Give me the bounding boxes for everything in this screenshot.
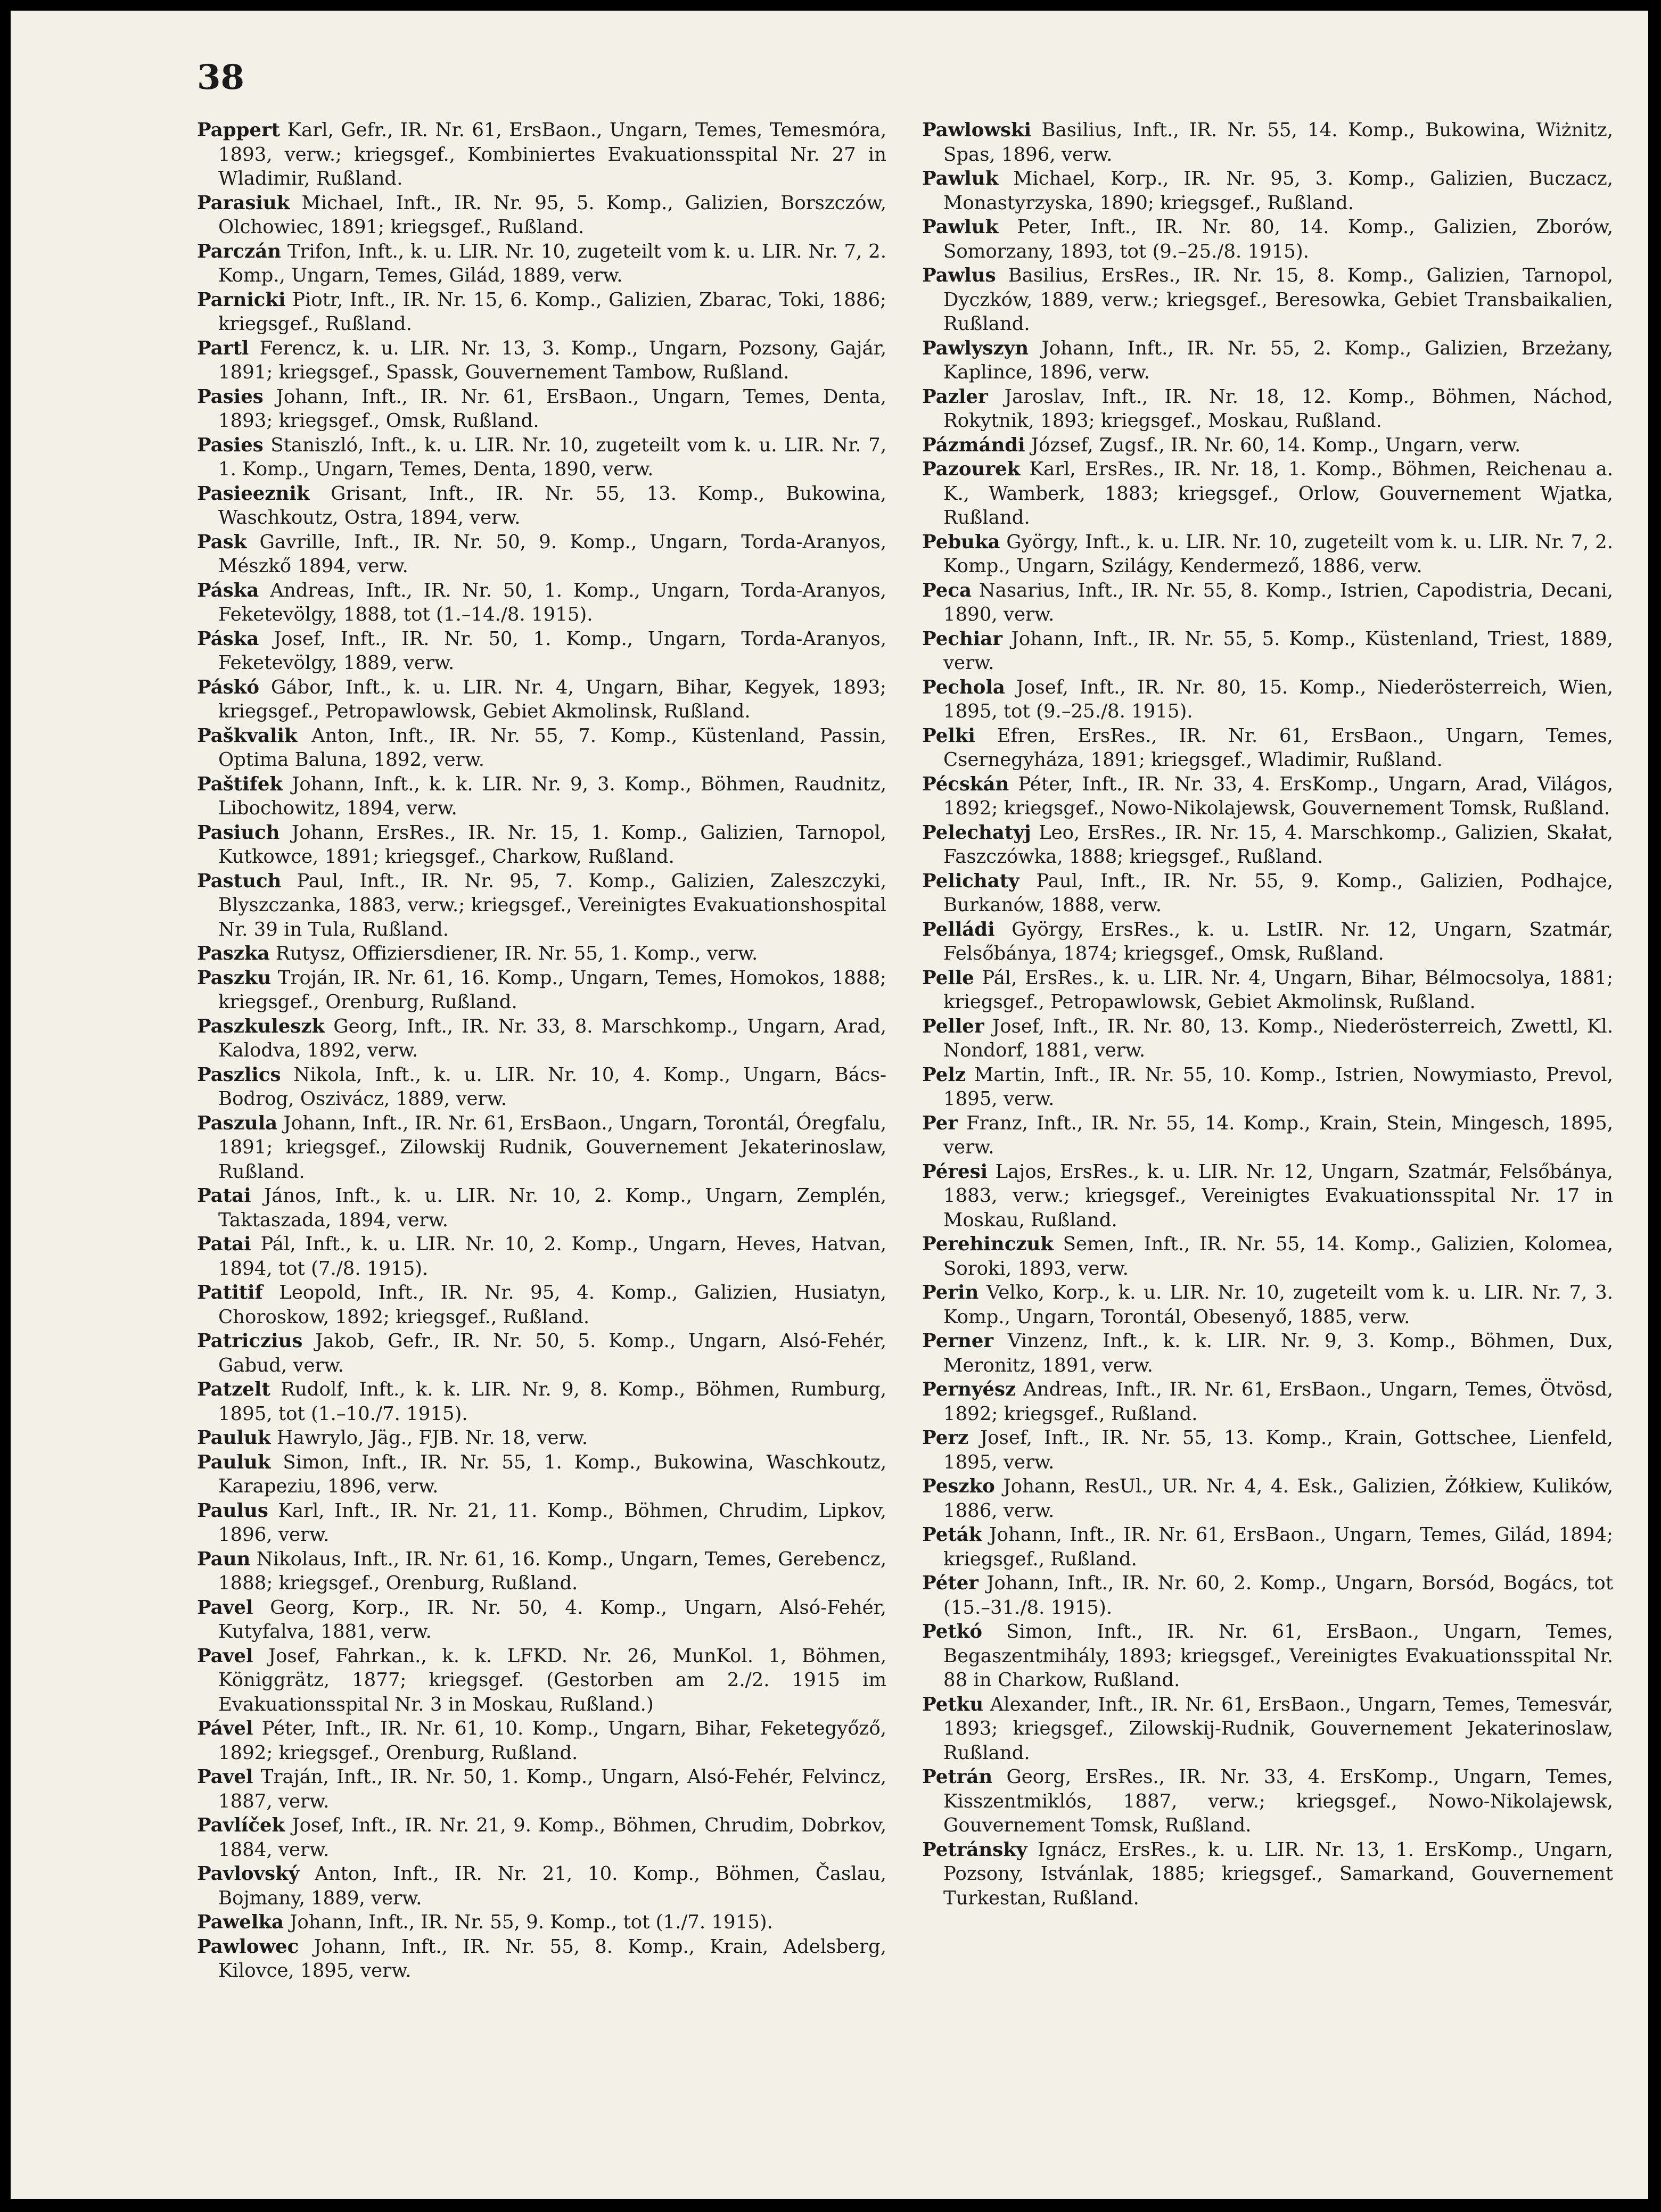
list-entry — [922, 457, 1613, 530]
entry-surname: Parczán — [197, 240, 282, 262]
entry-surname: Petku — [922, 1693, 984, 1715]
right-column — [922, 118, 1613, 1910]
entry-surname: Pelle — [922, 967, 974, 989]
list-entry — [922, 1693, 1613, 1765]
list-entry — [197, 1111, 886, 1184]
entry-details: Andreas, Inft., IR. Nr. 50, 1. Komp., Ungarn, Torda-Aranyos, Feketevölgy, 1888, tot (1.–14./8. 1915). — [218, 579, 886, 625]
entry-surname: Péresi — [922, 1160, 988, 1183]
entry-details: Johann, Inft., IR. Nr. 61, ErsBaon., Ungarn, Temes, Denta, 1893; kriegsgef., Omsk, Rußland. — [218, 385, 886, 432]
entry-surname: Peller — [922, 1015, 984, 1037]
entry-details: Karl, ErsRes., IR. Nr. 18, 1. Komp., Böhmen, Reichenau a. K., Wamberk, 1883; kriegsgef., Orlow, Gouvernement Wjatka, Rußland. — [943, 458, 1613, 529]
entry-surname: Paun — [197, 1548, 251, 1570]
list-entry — [922, 1377, 1613, 1426]
list-entry — [922, 724, 1613, 772]
list-entry — [197, 724, 886, 772]
list-entry — [922, 118, 1613, 167]
entry-details: Andreas, Inft., IR. Nr. 61, ErsBaon., Ungarn, Temes, Ötvösd, 1892; kriegsgef., Rußland. — [943, 1379, 1613, 1425]
list-entry — [922, 869, 1613, 918]
entry-details: Anton, Inft., IR. Nr. 21, 10. Komp., Böhmen, Časlau, Bojmany, 1889, verw. — [218, 1863, 886, 1909]
entry-surname: Pechiar — [922, 628, 1002, 650]
entry-details: Grisant, Inft., IR. Nr. 55, 13. Komp., Bukowina, Waschkoutz, Ostra, 1894, verw. — [218, 482, 886, 529]
entry-details: Efren, ErsRes., IR. Nr. 61, ErsBaon., Ungarn, Temes, Csernegyháza, 1891; kriegsgef., Wladimir, Rußland. — [943, 724, 1613, 771]
list-entry — [922, 336, 1613, 385]
list-entry — [197, 336, 886, 385]
entry-details: Troján, IR. Nr. 61, 16. Komp., Ungarn, Temes, Homokos, 1888; kriegsgef., Orenburg, Rußland. — [218, 967, 886, 1013]
list-entry — [197, 627, 886, 675]
entry-surname: Paulus — [197, 1499, 268, 1522]
entry-details: Péter, Inft., IR. Nr. 33, 4. ErsKomp., Ungarn, Arad, Világos, 1892; kriegsgef., Nowo-Nikolajewsk, Gouvernement Tomsk, Rußland. — [943, 773, 1613, 819]
entry-details: Nikola, Inft., k. u. LIR. Nr. 10, 4. Komp., Ungarn, Bács-Bodrog, Oszivácz, 1889, verw. — [218, 1063, 886, 1110]
entry-surname: Paškvalik — [197, 724, 298, 747]
entry-details: Leo, ErsRes., IR. Nr. 15, 4. Marschkomp., Galizien, Skałat, Faszczówka, 1888; kriegsgef., Rußland. — [943, 821, 1613, 868]
list-entry — [922, 1111, 1613, 1160]
entry-surname: Parasiuk — [197, 192, 290, 214]
entry-details: Karl, Gefr., IR. Nr. 61, ErsBaon., Ungarn, Temes, Temesmóra, 1893, verw.; kriegsgef., Kombiniertes Evakuationsspital Nr. 27 in Wladimir, Rußland. — [218, 119, 886, 189]
entry-surname: Pasies — [197, 434, 264, 456]
entry-surname: Péter — [922, 1572, 979, 1594]
list-entry — [922, 433, 1613, 458]
entry-surname: Paszula — [197, 1112, 278, 1134]
list-entry — [197, 821, 886, 869]
list-entry — [922, 627, 1613, 675]
entry-surname: Pavel — [197, 1766, 253, 1788]
entry-details: Johann, ResUl., UR. Nr. 4, 4. Esk., Galizien, Żółkiew, Kulików, 1886, verw. — [943, 1475, 1613, 1522]
list-entry — [197, 1281, 886, 1329]
entry-details: Gábor, Inft., k. u. LIR. Nr. 4, Ungarn, Bihar, Kegyek, 1893; kriegsgef., Petropawlowsk, Gebiet Akmolinsk, Rußland. — [218, 676, 886, 722]
list-entry — [197, 1935, 886, 1983]
entry-surname: Patitif — [197, 1282, 263, 1303]
entry-surname: Pelz — [922, 1063, 966, 1086]
entry-details: Johann, Inft., IR. Nr. 55, 2. Komp., Galizien, Brzeżany, Kaplince, 1896, verw. — [943, 337, 1613, 383]
entry-surname: Pawlowski — [922, 119, 1032, 141]
entry-details: Piotr, Inft., IR. Nr. 15, 6. Komp., Galizien, Zbarac, Toki, 1886; kriegsgef., Rußland. — [218, 288, 886, 335]
entry-details: Michael, Inft., IR. Nr. 95, 5. Komp., Galizien, Borszczów, Olchowiec, 1891; kriegsgef., Rußland. — [218, 192, 886, 238]
entry-details: Josef, Inft., IR. Nr. 55, 13. Komp., Krain, Gottschee, Lienfeld, 1895, verw. — [943, 1427, 1613, 1473]
entry-surname: Petránsky — [922, 1838, 1027, 1861]
list-entry — [197, 1450, 886, 1499]
list-entry — [197, 942, 886, 966]
list-entry — [197, 1329, 886, 1377]
list-entry — [922, 1838, 1613, 1911]
entry-details: Jaroslav, Inft., IR. Nr. 18, 12. Komp., Böhmen, Náchod, Rokytnik, 1893; kriegsgef., Moskau, Rußland. — [943, 385, 1613, 432]
entry-details: Georg, Korp., IR. Nr. 50, 4. Komp., Ungarn, Alsó-Fehér, Kutyfalva, 1881, verw. — [218, 1596, 886, 1643]
entry-details: Jakob, Gefr., IR. Nr. 50, 5. Komp., Ungarn, Alsó-Fehér, Gabud, verw. — [218, 1330, 886, 1376]
entry-details: Gavrille, Inft., IR. Nr. 50, 9. Komp., Ungarn, Torda-Aranyos, Mészkő 1894, verw. — [218, 531, 886, 577]
entry-surname: Per — [922, 1112, 958, 1134]
list-entry — [197, 1644, 886, 1717]
list-entry — [922, 167, 1613, 215]
entry-details: Pál, ErsRes., k. u. LIR. Nr. 4, Ungarn, Bihar, Bélmocsolya, 1881; kriegsgef., Petropawlowsk, Gebiet Akmolinsk, Rußland. — [943, 967, 1613, 1013]
list-entry — [197, 1184, 886, 1232]
entry-details: Semen, Inft., IR. Nr. 55, 14. Komp., Galizien, Kolomea, Soroki, 1893, verw. — [943, 1233, 1613, 1280]
entry-details: Nasarius, Inft., IR. Nr. 55, 8. Komp., Istrien, Capodistria, Decani, 1890, verw. — [943, 579, 1613, 625]
left-column — [197, 118, 886, 1983]
entry-surname: Petkó — [922, 1621, 983, 1643]
entry-surname: Perz — [922, 1427, 969, 1449]
entry-surname: Perehinczuk — [922, 1233, 1054, 1255]
entry-details: Anton, Inft., IR. Nr. 55, 7. Komp., Küstenland, Passin, Optima Baluna, 1892, verw. — [218, 724, 886, 771]
list-entry — [197, 1063, 886, 1111]
entry-surname: Pasies — [197, 385, 264, 408]
entry-details: Velko, Korp., k. u. LIR. Nr. 10, zugeteilt vom k. u. LIR. Nr. 7, 3. Komp., Ungarn, Torontál, Obesenyő, 1885, verw. — [943, 1282, 1613, 1328]
entry-details: Johann, Inft., IR. Nr. 61, ErsBaon., Ungarn, Temes, Gilád, 1894; kriegsgef., Rußland. — [943, 1524, 1613, 1570]
entry-surname: Pazourek — [922, 458, 1021, 480]
entry-surname: Pelechatyj — [922, 821, 1031, 844]
list-entry — [197, 433, 886, 482]
entry-details: János, Inft., k. u. LIR. Nr. 10, 2. Komp., Ungarn, Zemplén, Taktaszada, 1894, verw. — [218, 1185, 886, 1231]
scanned-page — [11, 11, 1648, 2199]
list-entry — [922, 215, 1613, 263]
entry-details: József, Zugsf., IR. Nr. 60, 14. Komp., Ungarn, verw. — [1025, 434, 1521, 456]
entry-details: Josef, Fahrkan., k. k. LFKD. Nr. 26, MunKol. 1, Böhmen, Königgrätz, 1877; kriegsgef. (Gestorben am 2./2. 1915 im Evakuationsspital Nr. 3 in Moskau, Rußland.) — [218, 1645, 886, 1715]
entry-surname: Pavlovský — [197, 1863, 300, 1885]
entry-details: Johann, Inft., IR. Nr. 55, 9. Komp., tot (1./7. 1915). — [283, 1911, 773, 1933]
entry-details: Johann, Inft., IR. Nr. 61, ErsBaon., Ungarn, Torontál, Óregfalu, 1891; kriegsgef., Zilowskij Rudnik, Gouvernement Jekaterinoslaw, Rußland. — [218, 1112, 886, 1183]
entry-details: Trifon, Inft., k. u. LIR. Nr. 10, zugeteilt vom k. u. LIR. Nr. 7, 2. Komp., Ungarn, Temes, Gilád, 1889, verw. — [218, 240, 886, 286]
list-entry — [197, 1014, 886, 1063]
entry-details: Peter, Inft., IR. Nr. 80, 14. Komp., Galizien, Zborów, Somorzany, 1893, tot (9.–25./8. 1915). — [943, 216, 1613, 262]
list-entry — [197, 1596, 886, 1644]
entry-surname: Pawlyszyn — [922, 337, 1029, 359]
entry-details: Vinzenz, Inft., k. k. LIR. Nr. 9, 3. Komp., Böhmen, Dux, Meronitz, 1891, verw. — [943, 1330, 1613, 1376]
entry-details: Michael, Korp., IR. Nr. 95, 3. Komp., Galizien, Buczacz, Monastyrzyska, 1890; kriegsgef., Rußland. — [943, 168, 1613, 214]
list-entry — [197, 240, 886, 288]
list-entry — [197, 288, 886, 336]
entry-surname: Pawelka — [197, 1911, 284, 1933]
entry-surname: Paštifek — [197, 773, 283, 795]
list-entry — [922, 675, 1613, 724]
list-entry — [922, 1474, 1613, 1523]
list-entry — [197, 1716, 886, 1765]
entry-surname: Peták — [922, 1524, 982, 1546]
entry-details: Paul, Inft., IR. Nr. 55, 9. Komp., Galizien, Podhajce, Burkanów, 1888, verw. — [943, 870, 1613, 916]
entry-surname: Pázmándi — [922, 434, 1025, 456]
entry-surname: Partl — [197, 337, 249, 359]
entry-surname: Pappert — [197, 119, 281, 141]
entry-details: Staniszló, Inft., k. u. LIR. Nr. 10, zugeteilt vom k. u. LIR. Nr. 7, 1. Komp., Ungarn, Temes, Denta, 1890, verw. — [218, 434, 886, 480]
entry-surname: Páska — [197, 628, 259, 650]
entry-details: Josef, Inft., IR. Nr. 80, 15. Komp., Niederösterreich, Wien, 1895, tot (9.–25./8. 1915). — [943, 676, 1613, 722]
entry-surname: Pawlowec — [197, 1935, 299, 1958]
entry-details: Basilius, ErsRes., IR. Nr. 15, 8. Komp., Galizien, Tarnopol, Dyczków, 1889, verw.; kriegsgef., Beresowka, Gebiet Transbaikalien, Rußland. — [943, 265, 1613, 335]
entry-details: Georg, ErsRes., IR. Nr. 33, 4. ErsKomp., Ungarn, Temes, Kisszentmiklós, 1887, verw.; kriegsgef., Nowo-Nikolajewsk, Gouvernement Tomsk, Rußland. — [943, 1766, 1613, 1836]
list-entry — [922, 1014, 1613, 1063]
entry-details: Nikolaus, Inft., IR. Nr. 61, 16. Komp., Ungarn, Temes, Gerebencz, 1888; kriegsgef., Orenburg, Rußland. — [218, 1548, 886, 1594]
entry-details: Johann, Inft., IR. Nr. 55, 8. Komp., Krain, Adelsberg, Kilovce, 1895, verw. — [218, 1935, 886, 1982]
entry-surname: Peca — [922, 579, 972, 601]
entry-surname: Parnicki — [197, 288, 286, 311]
entry-surname: Pebuka — [922, 531, 1000, 553]
entry-details: Martin, Inft., IR. Nr. 55, 10. Komp., Istrien, Nowymiasto, Prevol, 1895, verw. — [943, 1063, 1613, 1110]
entry-details: Lajos, ErsRes., k. u. LIR. Nr. 12, Ungarn, Szatmár, Felsőbánya, 1883, verw.; kriegsgef., Vereinigtes Evakuationsspital Nr. 17 in Moskau, Rußland. — [943, 1160, 1613, 1231]
entry-surname: Pelládi — [922, 918, 995, 940]
entry-details: Josef, Inft., IR. Nr. 80, 13. Komp., Niederösterreich, Zwettl, Kl. Nondorf, 1881, verw. — [943, 1015, 1613, 1061]
entry-surname: Perner — [922, 1330, 994, 1352]
entry-surname: Pechola — [922, 676, 1005, 698]
list-entry — [922, 579, 1613, 627]
list-entry — [197, 191, 886, 240]
entry-details: Ferencz, k. u. LIR. Nr. 13, 3. Komp., Ungarn, Pozsony, Gajár, 1891; kriegsgef., Spassk, Gouvernement Tambow, Rußland. — [218, 337, 886, 383]
entry-surname: Pazler — [922, 385, 988, 408]
entry-details: Georg, Inft., IR. Nr. 33, 8. Marschkomp., Ungarn, Arad, Kalodva, 1892, verw. — [218, 1015, 886, 1061]
entry-details: Hawrylo, Jäg., FJB. Nr. 18, verw. — [270, 1427, 588, 1449]
entry-details: György, ErsRes., k. u. LstIR. Nr. 12, Ungarn, Szatmár, Felsőbánya, 1874; kriegsgef., Omsk, Rußland. — [943, 918, 1613, 964]
entry-surname: Pavel — [197, 1645, 253, 1667]
list-entry — [197, 869, 886, 942]
list-entry — [197, 1426, 886, 1450]
list-entry — [922, 966, 1613, 1014]
entry-surname: Patai — [197, 1233, 251, 1255]
entry-details: Simon, Inft., IR. Nr. 61, ErsBaon., Ungarn, Temes, Begaszentmihály, 1893; kriegsgef., Vereinigtes Evakuationsspital Nr. 88 in Charkow, Rußland. — [943, 1621, 1613, 1691]
list-entry — [197, 966, 886, 1014]
entry-surname: Pável — [197, 1718, 253, 1739]
list-entry — [197, 675, 886, 724]
entry-details: Traján, Inft., IR. Nr. 50, 1. Komp., Ungarn, Alsó-Fehér, Felvincz, 1887, verw. — [218, 1766, 886, 1812]
entry-details: Rutysz, Offiziersdiener, IR. Nr. 55, 1. Komp., verw. — [269, 943, 758, 964]
entry-surname: Pauluk — [197, 1427, 271, 1449]
list-entry — [922, 1281, 1613, 1329]
list-entry — [922, 1329, 1613, 1377]
entry-surname: Pask — [197, 531, 247, 553]
entry-surname: Pawluk — [922, 216, 999, 238]
entry-surname: Pauluk — [197, 1451, 271, 1473]
list-entry — [197, 1547, 886, 1596]
page-number: 38 — [197, 57, 245, 97]
list-entry — [922, 1523, 1613, 1571]
list-entry — [197, 1499, 886, 1547]
list-entry — [922, 1571, 1613, 1620]
entry-surname: Paszlics — [197, 1063, 281, 1086]
list-entry — [922, 1160, 1613, 1233]
entry-details: Johann, Inft., IR. Nr. 60, 2. Komp., Ungarn, Borsód, Bogács, tot (15.–31./8. 1915). — [943, 1572, 1613, 1619]
list-entry — [922, 1063, 1613, 1111]
entry-surname: Pawluk — [922, 168, 999, 189]
entry-details: Johann, Inft., k. k. LIR. Nr. 9, 3. Komp., Böhmen, Raudnitz, Libochowitz, 1894, verw. — [218, 773, 886, 819]
entry-surname: Perin — [922, 1282, 979, 1303]
entry-details: Josef, Inft., IR. Nr. 21, 9. Komp., Böhmen, Chrudim, Dobrkov, 1884, verw. — [218, 1814, 886, 1861]
entry-surname: Páskó — [197, 676, 260, 698]
entry-surname: Patai — [197, 1185, 251, 1207]
entry-surname: Paszka — [197, 943, 270, 964]
entry-surname: Pécskán — [922, 773, 1009, 795]
entry-details: Johann, Inft., IR. Nr. 55, 5. Komp., Küstenland, Triest, 1889, verw. — [943, 628, 1613, 674]
entry-surname: Pelki — [922, 724, 975, 747]
entry-surname: Petrán — [922, 1766, 993, 1788]
list-entry — [197, 1910, 886, 1935]
entry-details: Johann, ErsRes., IR. Nr. 15, 1. Komp., Galizien, Tarnopol, Kutkowce, 1891; kriegsgef., Charkow, Rußland. — [218, 821, 886, 868]
entry-details: Simon, Inft., IR. Nr. 55, 1. Komp., Bukowina, Waschkoutz, Karapeziu, 1896, verw. — [218, 1451, 886, 1497]
entry-details: Leopold, Inft., IR. Nr. 95, 4. Komp., Galizien, Husiatyn, Choroskow, 1892; kriegsgef., Rußland. — [218, 1282, 886, 1328]
list-entry — [197, 579, 886, 627]
entry-surname: Pavlíček — [197, 1814, 285, 1836]
list-entry — [922, 1765, 1613, 1838]
list-entry — [922, 918, 1613, 966]
entry-details: Karl, Inft., IR. Nr. 21, 11. Komp., Böhmen, Chrudim, Lipkov, 1896, verw. — [218, 1499, 886, 1546]
entry-details: Paul, Inft., IR. Nr. 95, 7. Komp., Galizien, Zaleszczyki, Blyszczanka, 1883, verw.; kriegsgef., Vereinigtes Evakuationshospital Nr. 39 in Tula, Rußland. — [218, 870, 886, 940]
entry-details: Rudolf, Inft., k. k. LIR. Nr. 9, 8. Komp., Böhmen, Rumburg, 1895, tot (1.–10./7. 1915). — [218, 1379, 886, 1425]
entry-surname: Pasiuch — [197, 821, 280, 844]
entry-details: Pál, Inft., k. u. LIR. Nr. 10, 2. Komp., Ungarn, Heves, Hatvan, 1894, tot (7./8. 1915). — [218, 1233, 886, 1280]
list-entry — [922, 772, 1613, 821]
entry-surname: Páska — [197, 579, 259, 601]
list-entry — [197, 1813, 886, 1862]
list-entry — [922, 821, 1613, 869]
list-entry — [197, 530, 886, 579]
entry-surname: Pelichaty — [922, 870, 1019, 892]
list-entry — [197, 1377, 886, 1426]
entry-details: Franz, Inft., IR. Nr. 55, 14. Komp., Krain, Stein, Mingesch, 1895, verw. — [943, 1112, 1613, 1158]
entry-details: Ignácz, ErsRes., k. u. LIR. Nr. 13, 1. ErsKomp., Ungarn, Pozsony, Istvánlak, 1885; kriegsgef., Samarkand, Gouvernement Turkestan, Rußland. — [943, 1838, 1613, 1909]
list-entry — [197, 385, 886, 433]
list-entry — [922, 1426, 1613, 1474]
entry-details: Basilius, Inft., IR. Nr. 55, 14. Komp., Bukowina, Wiżnitz, Spas, 1896, verw. — [943, 119, 1613, 166]
list-entry — [197, 1862, 886, 1910]
entry-surname: Patriczius — [197, 1330, 303, 1352]
list-entry — [197, 118, 886, 191]
list-entry — [922, 1620, 1613, 1693]
list-entry — [922, 263, 1613, 336]
entry-details: Josef, Inft., IR. Nr. 50, 1. Komp., Ungarn, Torda-Aranyos, Feketevölgy, 1889, verw. — [218, 628, 886, 674]
entry-surname: Patzelt — [197, 1379, 270, 1400]
list-entry — [197, 772, 886, 821]
entry-surname: Pastuch — [197, 870, 282, 892]
entry-surname: Paszkuleszk — [197, 1015, 325, 1037]
list-entry — [922, 530, 1613, 579]
entry-surname: Pasieeznik — [197, 482, 310, 505]
entry-details: György, Inft., k. u. LIR. Nr. 10, zugeteilt vom k. u. LIR. Nr. 7, 2. Komp., Ungarn, Szilágy, Kendermező, 1886, verw. — [943, 531, 1613, 577]
entry-surname: Pernyész — [922, 1379, 1016, 1400]
list-entry — [922, 385, 1613, 433]
entry-details: Péter, Inft., IR. Nr. 61, 10. Komp., Ungarn, Bihar, Feketegyőző, 1892; kriegsgef., Orenburg, Rußland. — [218, 1718, 886, 1764]
list-entry — [197, 482, 886, 530]
entry-surname: Pavel — [197, 1596, 253, 1619]
list-entry — [197, 1232, 886, 1281]
entry-surname: Peszko — [922, 1475, 995, 1497]
entry-surname: Paszku — [197, 967, 272, 989]
entry-details: Alexander, Inft., IR. Nr. 61, ErsBaon., Ungarn, Temes, Temesvár, 1893; kriegsgef., Zilowskij-Rudnik, Gouvernement Jekaterinoslaw, Rußland. — [943, 1693, 1613, 1764]
entry-surname: Pawlus — [922, 265, 996, 286]
list-entry — [197, 1765, 886, 1813]
list-entry — [922, 1232, 1613, 1281]
